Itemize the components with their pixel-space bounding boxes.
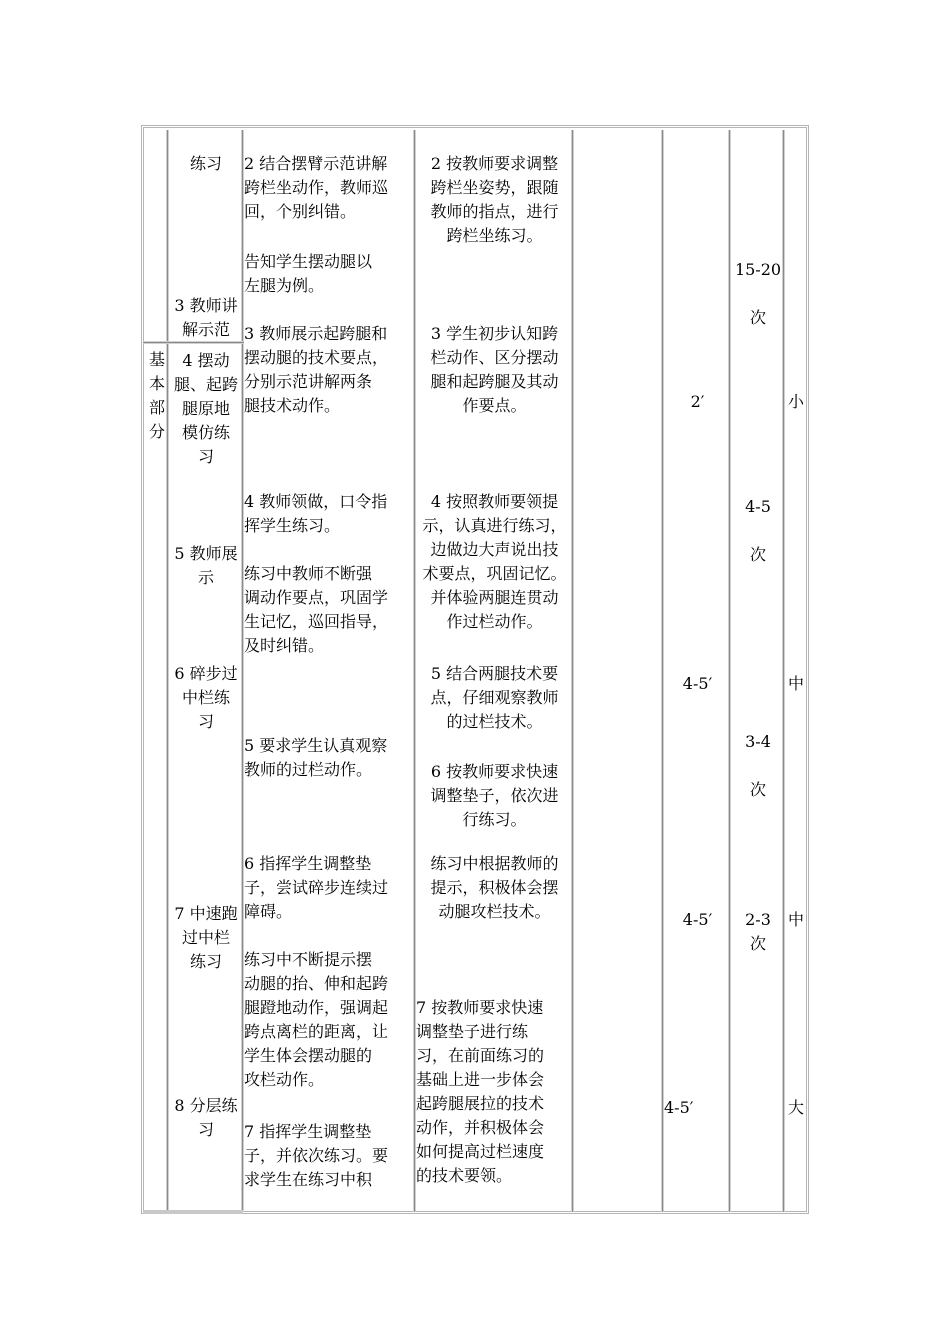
student-activity: 6 按教师要求快速 调整垫子，依次进 行练习。: [430, 762, 559, 829]
content-item: 4 摆动 腿、起跨 腿原地 模仿练 习: [173, 351, 238, 466]
content-item: 练习: [189, 154, 222, 173]
intensity-value: 小: [787, 392, 804, 411]
intensity-value: 中: [787, 674, 804, 693]
content-item: 3 教师讲 解示范: [174, 296, 238, 339]
teacher-activity: 6 指挥学生调整垫 子，尝试碎步连续过 障碍。: [244, 854, 389, 921]
repetition-count: 15-20 次: [734, 260, 782, 327]
student-activity: 5 结合两腿技术要 点，仔细观察教师 的过栏技术。: [430, 664, 559, 731]
teacher-activity: 练习中教师不断强 调动作要点，巩固学 生记忆，巡回指导， 及时纠错。: [244, 564, 389, 655]
teacher-activity: 练习中不断提示摆 动腿的抬、伸和起跨 腿蹬地动作，强调起 跨点离栏的距离，让 学生体会摆动腿的 攻栏动作。: [244, 950, 389, 1089]
time-value: 4-5′: [682, 674, 713, 693]
repetition-count: 3-4 次: [745, 732, 771, 799]
teacher-activity: 7 指挥学生调整垫 子，并依次练习。要 求学生在练习中积: [244, 1122, 389, 1189]
student-activity: 3 学生初步认知跨 栏动作、区分摆动 腿和起跨腿及其动 作要点。: [430, 324, 559, 415]
teacher-activity: 3 教师展示起跨腿和 摆动腿的技术要点， 分别示范讲解两条 腿技术动作。: [244, 324, 389, 415]
student-activity: 4 按照教师要领提 示，认真进行练习， 边做边大声说出技 术要点，巩固记忆。 并体验两腿连贯动 作过栏动作。: [422, 492, 567, 631]
intensity-value: 大: [787, 1098, 804, 1117]
student-activity: 7 按教师要求快速 调整垫子进行练 习，在前面练习的 基础上进一步体会 起跨腿展拉的技术 动作，并积极体会 如何提高过栏速度 的技术要领。: [416, 998, 545, 1185]
time-value: 2′: [690, 392, 705, 411]
time-value: 4-5′: [682, 910, 713, 929]
time-value: 4-5′: [664, 1098, 694, 1117]
repetition-count: 4-5 次: [745, 497, 771, 564]
teacher-activity: 2 结合摆臂示范讲解 跨栏坐动作，教师巡 回，个别纠错。: [244, 154, 389, 221]
teacher-activity: 5 要求学生认真观察 教师的过栏动作。: [244, 736, 388, 779]
intensity-value: 中: [787, 910, 804, 929]
student-activity: 练习中根据教师的 提示，积极体会摆 动腿攻栏技术。: [430, 854, 559, 921]
content-item: 8 分层练 习: [174, 1096, 238, 1139]
content-item: 5 教师展 示: [174, 544, 238, 587]
student-activity: 2 按教师要求调整 跨栏坐姿势，跟随 教师的指点，进行 跨栏坐练习。: [430, 154, 559, 245]
column-divider: [661, 130, 664, 1212]
teacher-activity: 4 教师领做，口令指 挥学生练习。: [244, 492, 388, 535]
content-item: 7 中速跑 过中栏 练习: [174, 904, 238, 971]
repetition-count: 2-3 次: [745, 910, 771, 953]
row-divider: [143, 1210, 243, 1214]
section-label: 基本部分: [148, 350, 165, 441]
teacher-activity: 告知学生摆动腿以 左腿为例。: [244, 252, 373, 295]
content-item: 6 碎步过 中栏练 习: [174, 664, 238, 731]
